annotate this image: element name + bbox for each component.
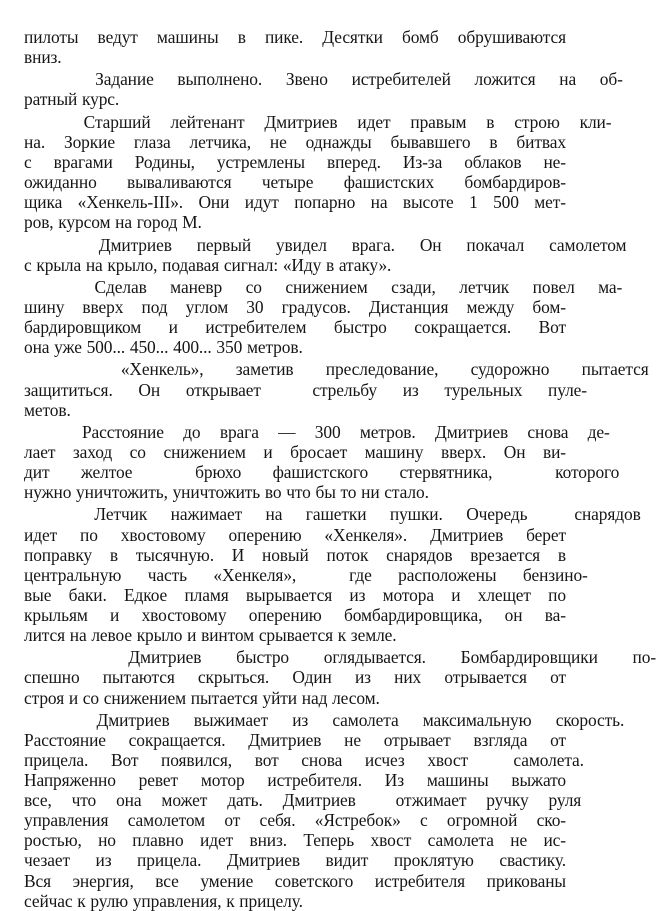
text-line: Старший лейтенант Дмитриев идет правым в строю кли- (24, 111, 612, 132)
text-line: вые баки. Едкое пламя вырывается из мотора и хлещет по (24, 584, 566, 605)
text-line: вниз. (24, 47, 62, 68)
text-line: защититься. Он открывает стрельбу из турельных пуле- (24, 379, 587, 400)
text-line: бардировщиком и истребителем быстро сокращается. Вот (24, 317, 566, 338)
text-line: с крыла на крыло, подавая сигнал: «Иду в атаку». (24, 254, 392, 275)
text-line: ров, курсом на город М. (24, 212, 202, 233)
text-line: Расстояние сокращается. Дмитриев не отрывает взгляда от (24, 729, 566, 750)
text-line: метов. (24, 399, 71, 420)
text-line: управления самолетом от себя. «Ястребок» с огромной ско- (24, 810, 566, 831)
text-line: «Хенкель», заметив преследование, судорожно пытается (24, 359, 649, 380)
text-line: Дмитриев первый увидел врага. Он покачал самолетом (24, 234, 627, 255)
text-line: на. Зоркие глаза летчика, не однажды бывавшего в битвах (24, 131, 566, 152)
text-line: щика «Хенкель-III». Они идут попарно на высоте 1 500 мет- (24, 192, 566, 213)
text-line: ожиданно вываливаются четыре фашистских бомбардиров- (24, 172, 566, 193)
text-line: Сделав маневр со снижением сзади, летчик повел ма- (24, 276, 623, 297)
text-line: строя и со снижением пытается уйти над лесом. (24, 687, 380, 708)
text-line: лится на левое крыло и винтом срывается к земле. (24, 625, 397, 646)
text-line: с врагами Родины, устремлены вперед. Из-за облаков не- (24, 151, 566, 172)
text-line: она уже 500... 450... 400... 350 метров. (24, 337, 303, 358)
text-line: спешно пытаются скрыться. Один из них отрывается от (24, 667, 566, 688)
text-line: пилоты ведут машины в пике. Десятки бомб обрушиваются (24, 27, 566, 47)
text-line: Дмитриев быстро оглядывается. Бомбардировщики по- (24, 647, 656, 668)
text-line: шину вверх под углом 30 градусов. Дистанция между бом- (24, 296, 566, 317)
text-line: лает заход со снижением и бросает машину вверх. Он ви- (24, 442, 566, 462)
text-line: все, что она может дать. Дмитриев отжимает ручку руля (24, 790, 582, 811)
text-line: крыльям и хвостовому оперению бомбардировщика, он ва- (24, 604, 566, 625)
text-line: ростью, но плавно идет вниз. Теперь хвост самолета не ис- (24, 830, 566, 851)
text-line: Задание выполнено. Звено истребителей ложится на об- (24, 69, 623, 90)
text-line: дит желтое брюхо фашистского стервятника, которого (24, 462, 620, 483)
text-line: Напряженно ревет мотор истребителя. Из машины выжато (24, 770, 566, 791)
text-line: прицела. Вот появился, вот снова исчез хвост самолета. (24, 749, 584, 770)
text-line: центральную часть «Хенкеля», где расположены бензино- (24, 564, 588, 585)
text-line: нужно уничтожить, уничтожить во что бы то ни стало. (24, 482, 429, 503)
text-line: чезает из прицела. Дмитриев видит проклятую свастику. (24, 850, 566, 871)
text-line: Вся энергия, все умение советского истребителя прикованы (24, 870, 566, 891)
text-line: Расстояние до врага — 300 метров. Дмитриев снова де- (24, 421, 610, 442)
book-page (24, 27, 656, 911)
text-line: Дмитриев выжимает из самолета максимальную скорость. (24, 709, 625, 730)
text-line: поправку в тысячную. И новый поток снарядов врезается в (24, 544, 566, 565)
text-line: Летчик нажимает на гашетки пушки. Очередь снарядов (24, 504, 641, 525)
text-line: ратный курс. (24, 89, 120, 110)
text-line: сейчас к рулю управления, к прицелу. (24, 890, 303, 911)
text-line: идет по хвостовому оперению «Хенкеля». Дмитриев берет (24, 524, 566, 545)
